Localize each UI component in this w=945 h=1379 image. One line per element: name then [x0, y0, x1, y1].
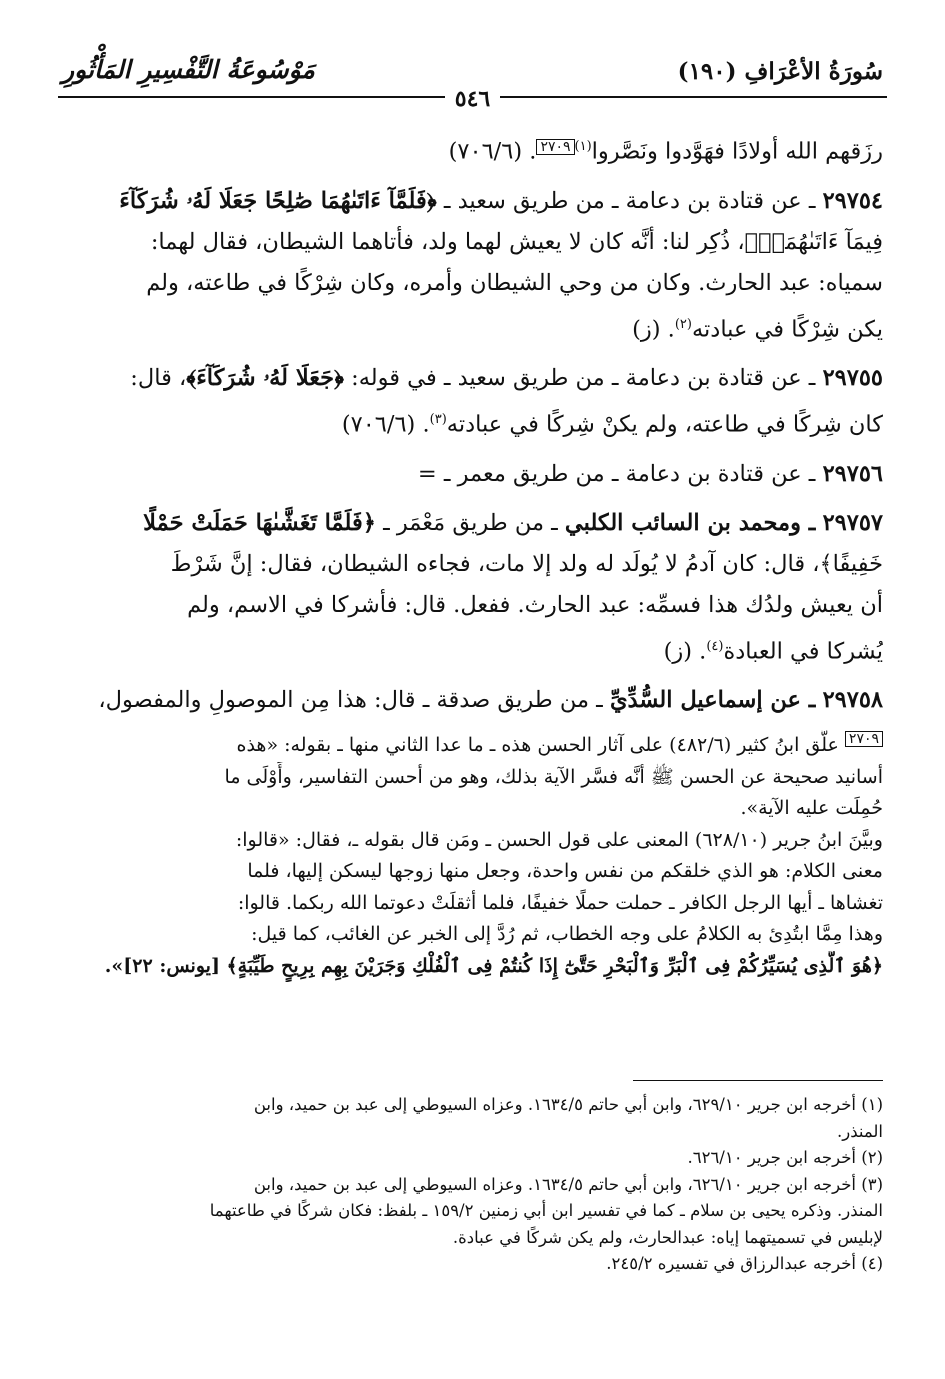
footnote-line: لإبليس في تسميتهما إياه: عبدالحارث، ولم يكن شركًا في عبادة. [452, 1227, 883, 1247]
narrator-name: ـ ومحمد بن السائب الكلبي [564, 509, 816, 536]
athar-number: ٢٩٧٥٧ [822, 509, 883, 536]
text-line: خَفِيفًا﴾، قال: كان آدمُ لا يُولَد له ولد إلا مات، فجاءه الشيطان، فقال: إنَّ شَرْطَ [170, 550, 883, 577]
text-line: ٢٩٧٥٧ ـ ومحمد بن السائب الكلبي ـ من طريق مَعْمَر ـ ﴿فَلَمَّا تَغَشَّىٰهَا حَمَلَتْ حَمْلًا [143, 509, 883, 536]
athar-29757 [62, 503, 883, 673]
text-line: رزَقهم الله أولادًا فهَوَّدوا ونَصَّروا$^{(١)}$٢٧٠٩. (٧٠٦/٦) [448, 138, 883, 165]
text-line: سمياه: عبد الحارث. وكان من وحي الشيطان وأمره، وكان شِرْكًا في طاعته، ولم [146, 269, 883, 296]
quran-verse: ﴿فَلَمَّا تَغَشَّىٰهَا حَمَلَتْ حَمْلًا [143, 509, 376, 536]
athar-29758 [62, 680, 883, 721]
note-reference: ٢٧٠٩ [845, 731, 883, 747]
text-line: كان شِركًا في طاعته، ولم يكنْ شِركًا في عبادته$^{(٣)}$. (٧٠٦/٦) [341, 411, 883, 438]
text-line: أن يعيش ولدُك هذا فسمِّه: عبد الحارث. ففعل. قال: فأشركا في الاسم، ولم [187, 591, 883, 618]
commentary-line: ﴿هُوَ ٱلَّذِى يُسَيِّرُكُمْ فِى ٱلْبَرِّ وَٱلْبَحْرِ حَتَّىٰٓ إِذَا كُنتُمْ فِى ٱلْفُلْكِ وَجَرَيْنَ بِهِم بِرِيحٍ طَيِّبَةٍ﴾ [يونس: ٢٢]». [104, 954, 883, 977]
text-line: فِيمَآ ءَاتَىٰهُمَاۚ﴾، ذُكِر لنا: أنَّه كان لا يعيش لهما ولد، فأتاهما الشيطان، فقال لهما: [150, 228, 883, 255]
footnote-line: (٢) أخرجه ابن جرير ٦٢٦/١٠. [687, 1148, 883, 1167]
page-number-wrap [0, 86, 945, 112]
footnote-line: (١) أخرجه ابن جرير ٦٢٩/١٠، وابن أبي حاتم ١٦٣٤/٥. وعزاه السيوطي إلى عبد بن حميد، وابن [253, 1095, 883, 1114]
athar-number: ٢٩٧٥٤ [822, 187, 883, 214]
text-line: ٢٩٧٥٨ ـ عن إسماعيل السُّدِّيِّ ـ من طريق صدقة ـ قال: هذا مِن الموصولِ والمفصول، [98, 687, 883, 713]
text-line: يكن شِرْكًا في عبادته$^{(٢)}$. (ز) [632, 316, 883, 342]
footnote-divider [633, 1080, 883, 1081]
commentary-line: وهذا مِمَّا ابتُدِئ به الكلامُ على وجه الخطاب، ثم رُدَّ إلى الخبر عن الغائب، كما قيل: [251, 923, 883, 945]
commentary-line: حُمِلَت عليه الآية». [740, 797, 883, 819]
surah-header: سُورَةُ الأعْرَافِ (١٩٠) [677, 58, 883, 85]
footnote-line: (٤) أخرجه عبدالرزاق في تفسيره ٢٤٥/٢. [606, 1254, 883, 1273]
text-line: ٢٩٧٥٤ ـ عن قتادة بن دعامة ـ من طريق سعيد ـ ﴿فَلَمَّآ ءَاتَىٰهُمَا صَٰلِحًا جَعَلَا لَهُۥ شُرَكَآءَ [119, 187, 883, 214]
text-line: يُشركا في العبادة$^{(٤)}$. (ز) [663, 638, 883, 664]
footnotes [62, 1092, 883, 1278]
athar-29754 [62, 181, 883, 351]
quran-verse: ﴿فَلَمَّآ ءَاتَىٰهُمَا صَٰلِحًا جَعَلَا لَهُۥ شُرَكَآءَ [119, 187, 437, 214]
commentary-line: وبيَّنَ ابنُ جرير (٦٢٨/١٠) المعنى على قول الحسن ـ ومَن قال بقوله ـ، فقال: «قالوا: [235, 828, 883, 851]
commentary-note [62, 730, 883, 982]
book-title: مَوْسُوعَةُ التَّفْسِيرِ المَأْثُورِ [62, 55, 315, 84]
text-line: ٢٩٧٥٦ ـ عن قتادة بن دعامة ـ من طريق معمر ـ = [417, 460, 883, 487]
athar-number: ٢٩٧٥٥ [822, 365, 883, 391]
footnote-line: المنذر. [836, 1121, 883, 1141]
athar-29756 [62, 454, 883, 495]
athar-number: ٢٩٧٥٦ [822, 460, 883, 487]
page-number: ٥٤٦ [445, 86, 500, 112]
footnote-line: المنذر. وذكره يحيى بن سلام ـ كما في تفسير ابن أبي زمنين ١٥٩/٢ ـ بلفظ: فكان شركًا في طاعتهما [209, 1201, 883, 1220]
commentary-line: أسانيد صحيحة عن الحسن ﷺ أنَّه فسَّر الآية بذلك، وهو من أحسن التفاسير، وأَوْلَى ما [224, 765, 883, 788]
athar-number: ٢٩٧٥٨ [822, 687, 883, 713]
commentary-line: تغشاها ـ أيها الرجل الكافر ـ حملت حملًا خفيفًا، فلما أثقلَتْ دعوتما الله ربكما. قالوا: [237, 891, 883, 914]
narrator-name: ـ عن إسماعيل السُّدِّيِّ [609, 687, 816, 713]
paragraph-continuation [62, 126, 883, 173]
athar-29755 [62, 358, 883, 446]
main-text [62, 126, 883, 729]
note-reference: ٢٧٠٩ [536, 139, 574, 155]
footnote-line: (٣) أخرجه ابن جرير ٦٢٦/١٠، وابن أبي حاتم ١٦٣٤/٥. وعزاه السيوطي إلى عبد بن حميد، وابن [253, 1174, 883, 1194]
commentary-line: معنى الكلام: هو الذي خلقكم من نفس واحدة، وجعل منها زوجها ليسكن إليها، فلما [247, 860, 883, 882]
text-line: ٢٩٧٥٥ ـ عن قتادة بن دعامة ـ من طريق سعيد ـ في قوله: ﴿جَعَلَا لَهُۥ شُرَكَآءَ﴾، قال: [130, 365, 883, 391]
commentary-line: ٢٧٠٩ علَّق ابنُ كثير (٤٨٢/٦) على آثار الحسن هذه ـ ما عدا الثاني منها ـ بقوله: «هذه [62, 730, 883, 762]
quran-verse: ﴿جَعَلَا لَهُۥ شُرَكَآءَ﴾ [186, 365, 344, 391]
